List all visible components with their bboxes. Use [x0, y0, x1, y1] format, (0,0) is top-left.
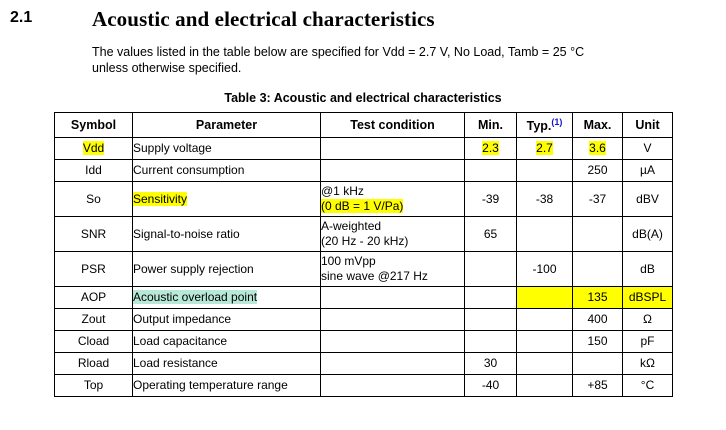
cell-parameter: Current consumption — [133, 160, 321, 182]
cell-unit: Ω — [623, 309, 673, 331]
cell-typ: -100 — [517, 252, 573, 287]
cell-min-text: 2.3 — [482, 141, 499, 155]
cell-condition-line-2: (20 Hz - 20 kHz) — [321, 234, 409, 248]
cell-condition — [321, 375, 465, 397]
cell-max: 400 — [573, 309, 623, 331]
cell-min — [465, 252, 517, 287]
table-row — [55, 252, 673, 287]
cell-max: +85 — [573, 375, 623, 397]
cell-symbol — [55, 138, 133, 160]
table-row — [55, 182, 673, 217]
cell-max-text: 3.6 — [589, 141, 606, 155]
cell-symbol: So — [55, 182, 133, 217]
table-row — [55, 287, 673, 309]
header-parameter: Parameter — [133, 113, 321, 138]
cell-parameter: Load capacitance — [133, 331, 321, 353]
cell-parameter: Power supply rejection — [133, 252, 321, 287]
header-typ-label: Typ. — [526, 119, 552, 134]
cell-condition — [321, 182, 465, 217]
cell-parameter: Output impedance — [133, 309, 321, 331]
cell-min — [465, 160, 517, 182]
header-symbol: Symbol — [55, 113, 133, 138]
footnote-marker: (1) — [551, 117, 563, 128]
cell-unit: µA — [623, 160, 673, 182]
cell-max: -37 — [573, 182, 623, 217]
cell-max: 150 — [573, 331, 623, 353]
cell-min: -39 — [465, 182, 517, 217]
cell-condition-line-1: A-weighted — [321, 219, 382, 233]
section-number: 2.1 — [10, 9, 33, 26]
cell-unit: dBSPL — [623, 287, 673, 309]
cell-condition-line-2: sine wave @217 Hz — [321, 269, 428, 283]
cell-symbol: Top — [55, 375, 133, 397]
cell-parameter: Signal-to-noise ratio — [133, 217, 321, 252]
cell-condition — [321, 138, 465, 160]
header-typ — [517, 113, 573, 138]
header-min: Min. — [465, 113, 517, 138]
cell-symbol: PSR — [55, 252, 133, 287]
cell-max: 250 — [573, 160, 623, 182]
cell-typ — [517, 309, 573, 331]
intro-line-1: The values listed in the table below are specified for Vdd = 2.7 V, No Load, Tamb = 25 °C — [92, 45, 585, 59]
header-max: Max. — [573, 113, 623, 138]
cell-symbol: Cload — [55, 331, 133, 353]
cell-typ — [517, 287, 573, 309]
intro-paragraph — [92, 44, 672, 76]
cell-max: 135 — [573, 287, 623, 309]
spec-table-wrapper — [54, 112, 672, 397]
cell-typ — [517, 138, 573, 160]
cell-min: 65 — [465, 217, 517, 252]
cell-min — [465, 331, 517, 353]
cell-typ — [517, 217, 573, 252]
cell-min — [465, 138, 517, 160]
table-row — [55, 331, 673, 353]
section-heading — [0, 0, 726, 30]
cell-parameter: Load resistance — [133, 353, 321, 375]
cell-typ — [517, 160, 573, 182]
cell-condition-line-2: (0 dB = 1 V/Pa) — [321, 199, 404, 213]
cell-symbol: Zout — [55, 309, 133, 331]
cell-unit: dB(A) — [623, 217, 673, 252]
cell-condition — [321, 309, 465, 331]
cell-unit: V — [623, 138, 673, 160]
cell-typ — [517, 331, 573, 353]
cell-unit: dBV — [623, 182, 673, 217]
table-header-row — [55, 113, 673, 138]
cell-max — [573, 252, 623, 287]
cell-symbol: SNR — [55, 217, 133, 252]
cell-max — [573, 138, 623, 160]
cell-min: -40 — [465, 375, 517, 397]
header-unit: Unit — [623, 113, 673, 138]
cell-condition — [321, 331, 465, 353]
cell-unit: kΩ — [623, 353, 673, 375]
cell-parameter: Operating temperature range — [133, 375, 321, 397]
cell-symbol: Idd — [55, 160, 133, 182]
cell-condition-line-1: 100 mVpp — [321, 254, 376, 268]
cell-condition — [321, 160, 465, 182]
cell-min — [465, 309, 517, 331]
cell-min — [465, 287, 517, 309]
cell-max — [573, 217, 623, 252]
cell-typ-text: 2.7 — [536, 141, 553, 155]
table-row — [55, 353, 673, 375]
table-row — [55, 160, 673, 182]
cell-symbol-text: Vdd — [82, 141, 105, 155]
cell-typ — [517, 353, 573, 375]
cell-unit: °C — [623, 375, 673, 397]
cell-condition — [321, 252, 465, 287]
header-test-condition: Test condition — [321, 113, 465, 138]
table-caption: Table 3: Acoustic and electrical characteristics — [224, 91, 502, 105]
cell-condition — [321, 217, 465, 252]
cell-unit: dB — [623, 252, 673, 287]
cell-unit: pF — [623, 331, 673, 353]
cell-parameter-text: Acoustic overload point — [133, 290, 258, 304]
cell-condition — [321, 287, 465, 309]
cell-typ — [517, 375, 573, 397]
cell-symbol: AOP — [55, 287, 133, 309]
cell-parameter: Supply voltage — [133, 138, 321, 160]
table-row — [55, 375, 673, 397]
spec-table — [54, 112, 673, 397]
cell-typ: -38 — [517, 182, 573, 217]
cell-parameter-text: Sensitivity — [133, 191, 188, 206]
table-row — [55, 138, 673, 160]
intro-line-2: unless otherwise specified. — [92, 61, 242, 75]
cell-parameter — [133, 287, 321, 309]
cell-parameter — [133, 182, 321, 217]
cell-symbol: Rload — [55, 353, 133, 375]
section-title: Acoustic and electrical characteristics — [92, 7, 435, 31]
cell-condition-line-1: @1 kHz — [321, 184, 364, 198]
cell-condition — [321, 353, 465, 375]
cell-min: 30 — [465, 353, 517, 375]
table-row — [55, 217, 673, 252]
table-row — [55, 309, 673, 331]
cell-max — [573, 353, 623, 375]
